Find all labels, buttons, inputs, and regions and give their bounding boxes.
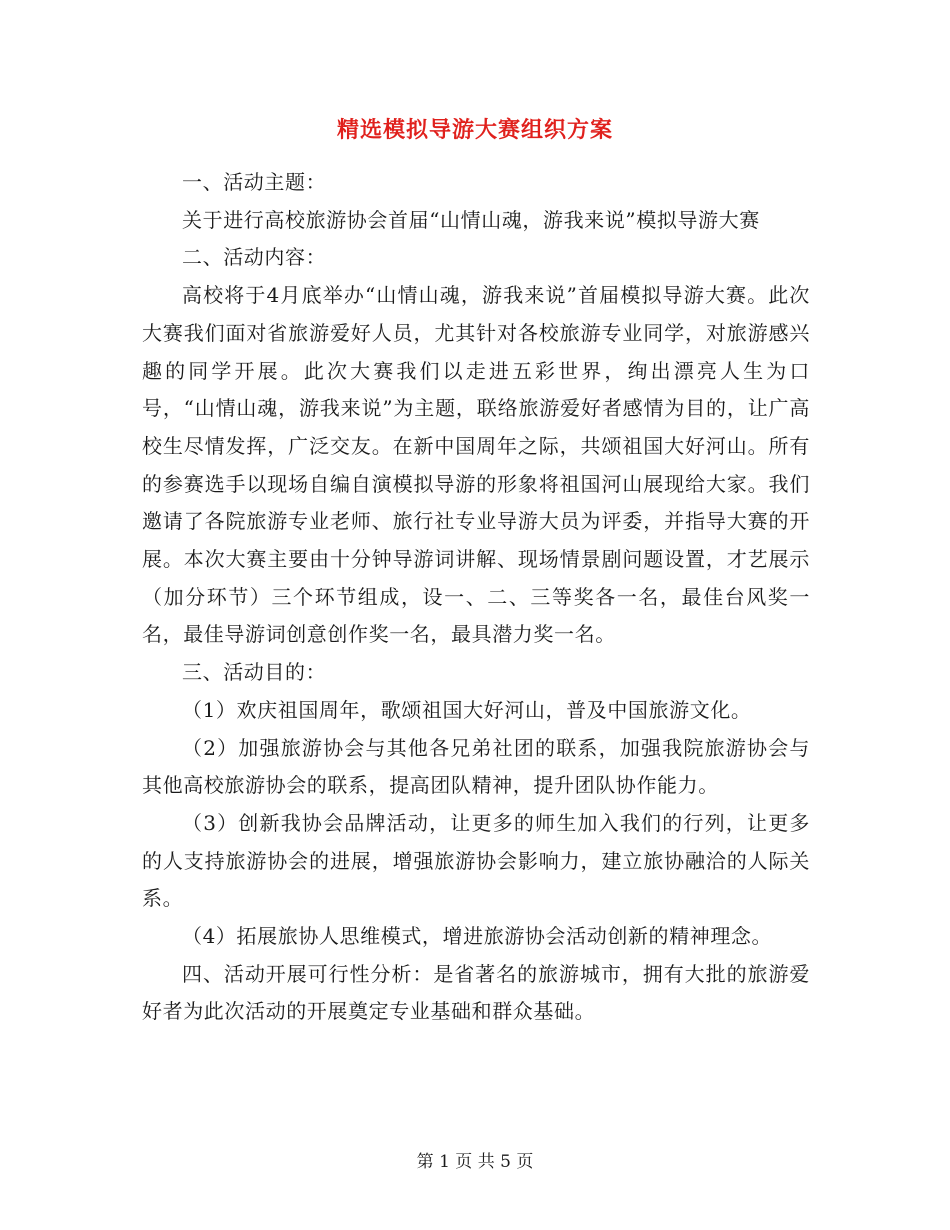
document-title: 精选模拟导游大赛组织方案: [336, 117, 613, 143]
paragraph-content: 高校将于4月底举办“山情山魂，游我来说”首届模拟导游大赛。此次大赛我们面对省旅游爱好人员，尤其针对各校旅游专业同学，对旅游感兴趣的同学开展。此次大赛我们以走进五彩世界，绚出漂亮人生为口号，“山情山魂，游我来说”为主题，联络旅游爱好者感情为目的，让广高校生尽情发挥，广泛交友。在新中国周年之际，共颂祖国大好河山。所有的参赛选手以现场自编自演模拟导游的形象将祖国河山展现给大家。我们邀请了各院旅游专业老师、旅行社专业导游大员为评委，并指导大赛的开展。本次大赛主要由十分钟导游词讲解、现场情景剧问题设置，才艺展示（加分环节）三个环节组成，设一、二、三等奖各一名，最佳台风奖一名，最佳导游词创意创作奖一名，最具潜力奖一名。: [142, 283, 810, 647]
footer-suffix: 页: [516, 1152, 534, 1172]
section-heading-content: 二、活动内容：: [182, 245, 327, 270]
purpose-item-4: （4）拓展旅协人思维模式，增进旅游协会活动创新的精神理念。: [182, 924, 773, 949]
footer-total-word: 共: [477, 1152, 495, 1172]
section-heading-theme: 一、活动主题：: [182, 170, 327, 194]
section-heading-purpose: 三、活动目的：: [182, 660, 327, 685]
paragraph-feasibility: 四、活动开展可行性分析：是省著名的旅游城市，拥有大批的旅游爱好者为此次活动的开展奠定专业基础和群众基础。: [142, 961, 810, 1024]
footer-page-word: 页: [455, 1152, 473, 1172]
purpose-item-2: （2）加强旅游协会与其他各兄弟社团的联系，加强我院旅游协会与其他高校旅游协会的联系，提高团队精神，提升团队协作能力。: [142, 735, 810, 798]
footer-prefix: 第: [416, 1152, 434, 1172]
document-body: [142, 164, 810, 1031]
purpose-item-3: （3）创新我协会品牌活动，让更多的师生加入我们的行列，让更多的人支持旅游协会的进展，增强旅游协会影响力，建立旅协融洽的人际关系。: [142, 810, 810, 911]
purpose-item-1: （1）欢庆祖国周年，歌颂祖国大好河山，普及中国旅游文化。: [182, 697, 752, 722]
footer-current-page: 1: [439, 1152, 450, 1172]
paragraph-theme: 关于进行高校旅游协会首届“山情山魂，游我来说”模拟导游大赛: [182, 207, 760, 232]
footer-total-pages: 5: [500, 1152, 511, 1172]
page-footer: [0, 1150, 950, 1174]
